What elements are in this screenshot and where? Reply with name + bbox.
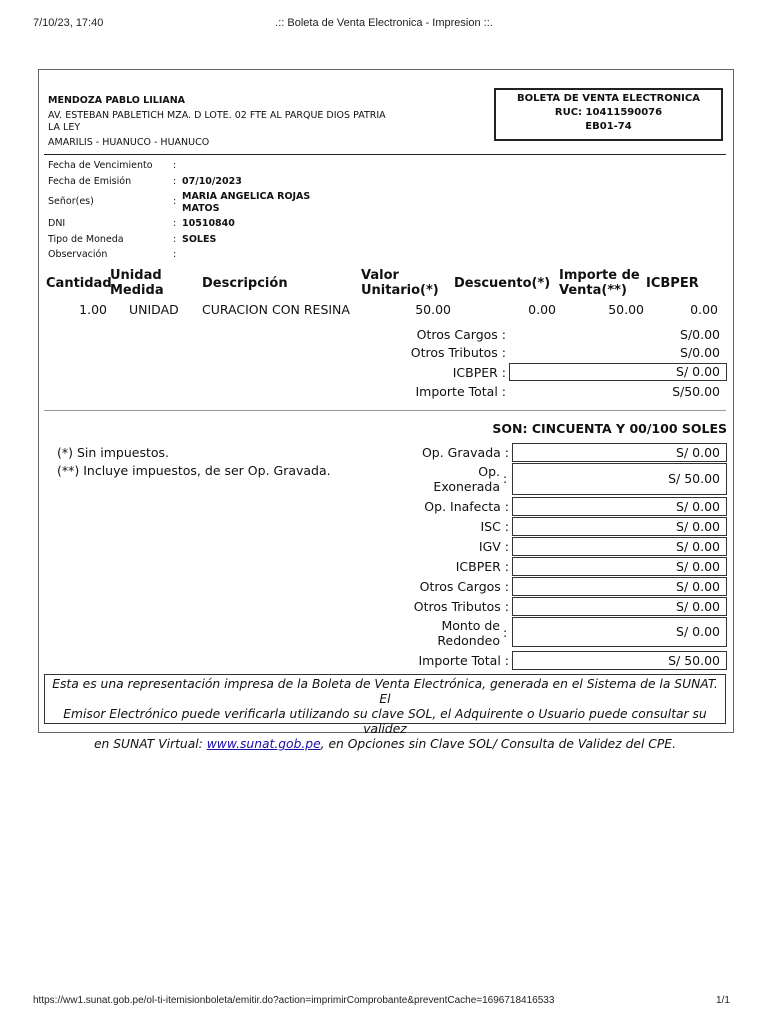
issuer-name: MENDOZA PABLO LILIANA <box>48 95 186 106</box>
info-label-senores: Señor(es) <box>48 196 94 207</box>
divider <box>44 410 726 411</box>
summary-otros-tributos-value: S/ 0.00 <box>512 597 727 616</box>
info-label-emision: Fecha de Emisión <box>48 176 132 187</box>
th-descripcion: Descripción <box>202 276 288 291</box>
op-inafecta-label: Op. Inafecta : <box>424 499 509 514</box>
issuer-address-line1: AV. ESTEBAN PABLETICH MZA. D LOTE. 02 FTE AL PARQUE DIOS PATRIA <box>48 110 386 121</box>
note-sin-impuestos: (*) Sin impuestos. <box>57 445 170 460</box>
op-gravada-value: S/ 0.00 <box>512 443 727 462</box>
cell-unidad: UNIDAD <box>129 302 179 317</box>
otros-cargos-label: Otros Cargos : <box>416 327 506 342</box>
summary-otros-cargos-label: Otros Cargos : <box>419 579 509 594</box>
legal-note <box>44 674 726 751</box>
info-value-emision: 07/10/2023 <box>182 176 242 187</box>
cell-descuento: 0.00 <box>528 302 556 317</box>
importe-total-value: S/50.00 <box>672 384 720 399</box>
legal-note-text-end: , en Opciones sin Clave SOL/ Consulta de Validez del CPE. <box>320 737 676 751</box>
document-ruc: RUC: 10411590076 <box>554 107 663 118</box>
document-type-box <box>494 88 723 141</box>
op-exonerada-value: S/ 50.00 <box>512 463 727 495</box>
th-valor: Valor <box>361 268 399 283</box>
info-colon: : <box>173 176 177 187</box>
sunat-link[interactable]: www.sunat.gob.pe <box>206 737 321 751</box>
info-value-senores-line2: MATOS <box>182 203 220 214</box>
th-importe: Importe de <box>559 268 640 283</box>
summary-icbper-label: ICBPER : <box>455 559 509 574</box>
summary-colon: : <box>503 471 508 486</box>
cell-valor: 50.00 <box>415 302 451 317</box>
info-colon: : <box>173 234 177 245</box>
divider <box>44 154 726 155</box>
th-cantidad: Cantidad <box>46 276 112 291</box>
info-colon: : <box>173 249 177 260</box>
monto-redondeo-label-line2: Redondeo <box>437 633 500 648</box>
op-exonerada-label-line2: Exonerada <box>433 479 500 494</box>
info-colon: : <box>173 218 177 229</box>
info-label-vencimiento: Fecha de Vencimiento <box>48 160 153 171</box>
info-value-dni: 10510840 <box>182 218 235 229</box>
info-label-observacion: Observación <box>48 249 108 260</box>
info-value-senores: MARIA ANGELICA ROJAS <box>182 191 311 202</box>
legal-note-line1: Esta es una representación impresa de la Boleta de Venta Electrónica, generada en el Sistema de la SUNAT. El <box>52 677 718 706</box>
print-page-title: .:: Boleta de Venta Electronica - Impresion ::. <box>275 17 493 29</box>
cell-importe: 50.00 <box>608 302 644 317</box>
cell-icbper: 0.00 <box>690 302 718 317</box>
info-colon: : <box>173 196 177 207</box>
isc-value: S/ 0.00 <box>512 517 727 536</box>
op-gravada-label: Op. Gravada : <box>421 445 509 460</box>
info-value-moneda: SOLES <box>182 234 217 245</box>
info-label-dni: DNI <box>48 218 66 229</box>
igv-label: IGV : <box>478 539 509 554</box>
document-number: EB01-74 <box>585 121 632 132</box>
summary-colon: : <box>503 625 508 640</box>
icbper-value: S/ 0.00 <box>509 363 727 381</box>
otros-tributos-value: S/0.00 <box>680 345 720 360</box>
summary-otros-cargos-value: S/ 0.00 <box>512 577 727 596</box>
legal-note-line3 <box>45 737 725 752</box>
amount-in-words: SON: CINCUENTA Y 00/100 SOLES <box>492 421 727 436</box>
isc-label: ISC : <box>480 519 509 534</box>
monto-redondeo-label: Monto de <box>441 618 500 633</box>
summary-icbper-value: S/ 0.00 <box>512 557 727 576</box>
icbper-label: ICBPER : <box>452 365 506 380</box>
print-datetime: 7/10/23, 17:40 <box>33 17 104 29</box>
legal-note-text: en SUNAT Virtual: <box>93 737 207 751</box>
document-type: BOLETA DE VENTA ELECTRONICA <box>517 93 700 104</box>
issuer-address-line2: LA LEY <box>48 122 81 133</box>
igv-value: S/ 0.00 <box>512 537 727 556</box>
print-url: https://ww1.sunat.gob.pe/ol-ti-itemisionboleta/emitir.do?action=imprimirComprobante&preventCache=1696718416533 <box>33 995 555 1006</box>
op-exonerada-label: Op. <box>478 464 500 479</box>
importe-total-label: Importe Total : <box>415 384 506 399</box>
th-unidad-medida: Medida <box>110 283 164 298</box>
monto-redondeo-value: S/ 0.00 <box>512 617 727 647</box>
summary-importe-total-value: S/ 50.00 <box>512 651 727 670</box>
cell-cantidad: 1.00 <box>79 302 107 317</box>
issuer-location: AMARILIS - HUANUCO - HUANUCO <box>48 137 210 148</box>
info-label-moneda: Tipo de Moneda <box>48 234 124 245</box>
th-importe-venta: Venta(**) <box>559 283 627 298</box>
cell-descripcion: CURACION CON RESINA <box>202 302 350 317</box>
otros-cargos-value: S/0.00 <box>680 327 720 342</box>
print-page-count: 1/1 <box>716 995 730 1006</box>
op-inafecta-value: S/ 0.00 <box>512 497 727 516</box>
summary-otros-tributos-label: Otros Tributos : <box>413 599 509 614</box>
otros-tributos-label: Otros Tributos : <box>410 345 506 360</box>
legal-note-line2: Emisor Electrónico puede verificarla utilizando su clave SOL, el Adquirente o Usuario puede consultar su validez <box>63 707 707 736</box>
th-valor-unitario: Unitario(*) <box>361 283 439 298</box>
summary-importe-total-label: Importe Total : <box>418 653 509 668</box>
info-colon: : <box>173 160 177 171</box>
note-incluye-impuestos: (**) Incluye impuestos, de ser Op. Gravada. <box>57 463 331 478</box>
th-icbper: ICBPER <box>646 276 699 291</box>
th-descuento: Descuento(*) <box>454 276 551 291</box>
th-unidad: Unidad <box>110 268 162 283</box>
